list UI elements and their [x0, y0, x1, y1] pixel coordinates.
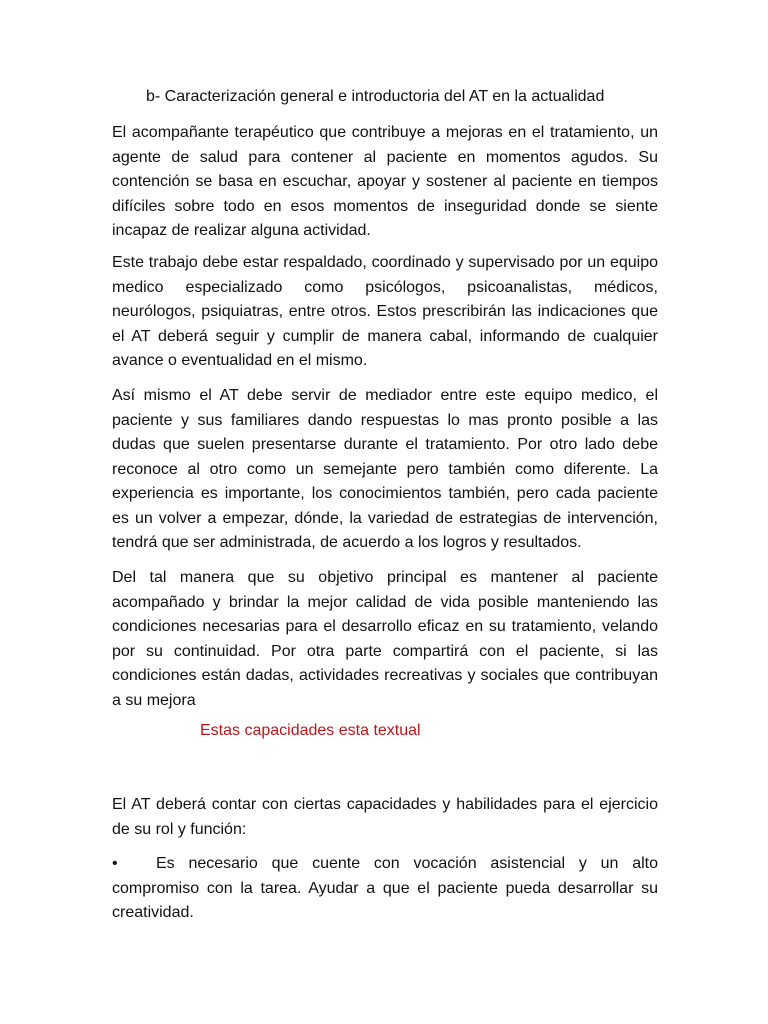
bullet-item — [112, 852, 658, 926]
paragraph-4: Del tal manera que su objetivo principal es mantener al paciente acompañado y brindar la mejor calidad de vida posible manteniendo las condiciones necesarias para el desarrollo eficaz en su tratamiento, velando por su continuidad. Por otra parte compartirá con el paciente, si las condiciones están dadas, actividades recreativas y sociales que contribuyan a su mejora — [112, 569, 658, 709]
paragraph-5: El AT deberá contar con ciertas capacidades y habilidades para el ejercicio de su rol y función: — [112, 796, 658, 838]
bullet-dot: • — [112, 855, 118, 872]
bullet-text: Es necesario que cuente con vocación asistencial y un alto compromiso con la tarea. Ayudar a que el paciente pueda desarrollar su creatividad. — [112, 855, 658, 921]
section-heading: b- Caracterización general e introductoria del AT en la actualidad — [146, 88, 605, 105]
red-annotation: Estas capacidades esta textual — [200, 722, 421, 739]
paragraph-1: El acompañante terapéutico que contribuye a mejoras en el tratamiento, un agente de salud para contener al paciente en momentos agudos. Su contención se basa en escuchar, apoyar y sostener al paciente en tiempos difíciles sobre todo en esos momentos de inseguridad donde se siente incapaz de realizar alguna actividad. — [112, 124, 658, 239]
paragraph-3: Así mismo el AT debe servir de mediador entre este equipo medico, el paciente y sus familiares dando respuestas lo mas pronto posible a las dudas que suelen presentarse durante el tratamiento. Por otro lado debe reconoce al otro como un semejante pero también como diferente. La experiencia es importante, los conocimientos también, pero cada paciente es un volver a empezar, dónde, la variedad de estrategias de intervención, tendrá que ser administrada, de acuerdo a los logros y resultados. — [112, 387, 658, 551]
paragraph-2: Este trabajo debe estar respaldado, coordinado y supervisado por un equipo medico especializado como psicólogos, psicoanalistas, médicos, neurólogos, psiquiatras, entre otros. Estos prescribirán las indicaciones que el AT deberá seguir y cumplir de manera cabal, informando de cualquier avance o eventualidad en el mismo. — [112, 254, 658, 369]
